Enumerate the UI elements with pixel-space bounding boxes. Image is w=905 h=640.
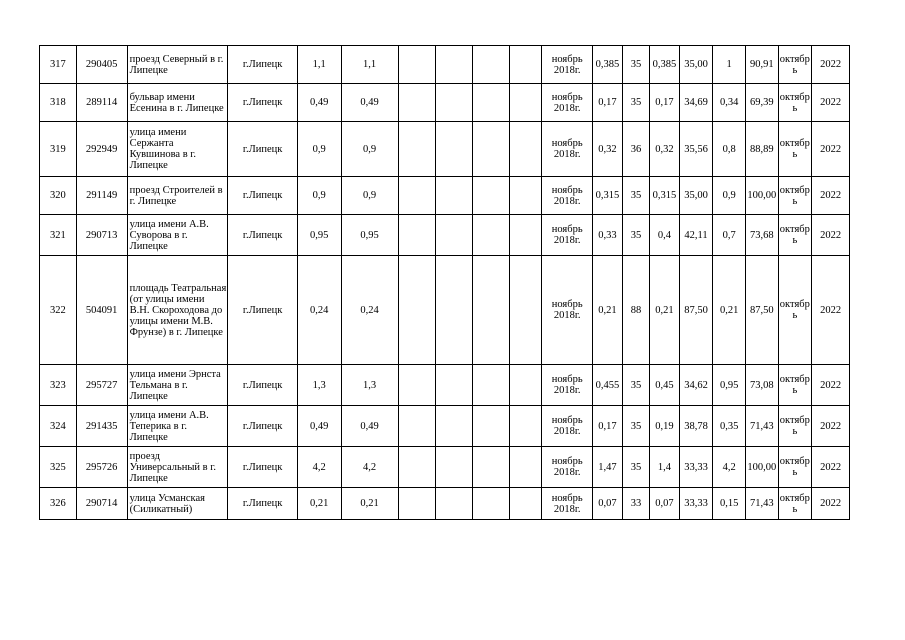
value-c-cell: 0,17	[650, 84, 680, 122]
month-plan-cell: октябрь	[778, 256, 812, 365]
length-total-cell: 0,24	[297, 256, 341, 365]
empty-cell-cell	[472, 122, 509, 177]
empty-cell-cell	[436, 256, 473, 365]
empty-cell-cell	[472, 215, 509, 256]
survey-date-cell: ноябрь 2018г.	[542, 406, 593, 447]
value-a-cell: 0,315	[593, 177, 623, 215]
object-id-cell: 504091	[76, 256, 127, 365]
survey-date-cell: ноябрь 2018г.	[542, 447, 593, 488]
empty-cell-cell	[398, 406, 436, 447]
empty-cell-cell	[472, 84, 509, 122]
percent-f-cell: 100,00	[745, 447, 778, 488]
length-total-cell: 1,1	[297, 46, 341, 84]
row-number-cell: 318	[40, 84, 77, 122]
object-id-cell: 290713	[76, 215, 127, 256]
length-total-cell: 1,3	[297, 365, 341, 406]
year-plan-cell: 2022	[812, 177, 850, 215]
value-c-cell: 0,45	[650, 365, 680, 406]
month-plan-cell: октябрь	[778, 447, 812, 488]
length-total-cell: 0,49	[297, 84, 341, 122]
value-e-cell: 4,2	[713, 447, 746, 488]
row-number-cell: 317	[40, 46, 77, 84]
object-id-cell: 289114	[76, 84, 127, 122]
empty-cell-cell	[472, 365, 509, 406]
percent-d-cell: 33,33	[679, 488, 713, 520]
percent-f-cell: 71,43	[745, 488, 778, 520]
value-b-cell: 36	[622, 122, 650, 177]
value-e-cell: 0,35	[713, 406, 746, 447]
percent-f-cell: 88,89	[745, 122, 778, 177]
road-name-cell: площадь Театральная (от улицы имени В.Н. Скороходова до улицы имени М.В. Фрунзе) в г. Липецке	[127, 256, 228, 365]
table-row	[40, 447, 850, 488]
empty-cell-cell	[436, 84, 473, 122]
empty-cell-cell	[398, 122, 436, 177]
percent-d-cell: 34,69	[679, 84, 713, 122]
empty-cell-cell	[398, 177, 436, 215]
city-cell: г.Липецк	[228, 488, 297, 520]
value-c-cell: 0,21	[650, 256, 680, 365]
value-c-cell: 0,315	[650, 177, 680, 215]
row-number-cell: 321	[40, 215, 77, 256]
table-row	[40, 406, 850, 447]
empty-cell-cell	[436, 447, 473, 488]
table-row	[40, 122, 850, 177]
value-b-cell: 35	[622, 215, 650, 256]
road-name-cell: улица имени А.В. Суворова в г. Липецке	[127, 215, 228, 256]
object-id-cell: 295727	[76, 365, 127, 406]
empty-cell-cell	[436, 365, 473, 406]
value-e-cell: 0,15	[713, 488, 746, 520]
row-number-cell: 320	[40, 177, 77, 215]
year-plan-cell: 2022	[812, 215, 850, 256]
table-row	[40, 256, 850, 365]
length-repair-cell: 0,24	[341, 256, 398, 365]
month-plan-cell: октябрь	[778, 46, 812, 84]
empty-cell-cell	[436, 488, 473, 520]
empty-cell-cell	[509, 46, 542, 84]
road-name-cell: проезд Северный в г. Липецке	[127, 46, 228, 84]
row-number-cell: 323	[40, 365, 77, 406]
empty-cell-cell	[472, 406, 509, 447]
empty-cell-cell	[509, 447, 542, 488]
value-c-cell: 0,32	[650, 122, 680, 177]
empty-cell-cell	[472, 256, 509, 365]
value-a-cell: 0,17	[593, 406, 623, 447]
object-id-cell: 291149	[76, 177, 127, 215]
road-name-cell: проезд Универсальный в г. Липецке	[127, 447, 228, 488]
percent-f-cell: 71,43	[745, 406, 778, 447]
month-plan-cell: октябрь	[778, 84, 812, 122]
month-plan-cell: октябрь	[778, 215, 812, 256]
value-b-cell: 35	[622, 406, 650, 447]
value-c-cell: 0,19	[650, 406, 680, 447]
empty-cell-cell	[509, 488, 542, 520]
table-row	[40, 84, 850, 122]
value-b-cell: 35	[622, 447, 650, 488]
empty-cell-cell	[398, 84, 436, 122]
survey-date-cell: ноябрь 2018г.	[542, 84, 593, 122]
value-e-cell: 0,34	[713, 84, 746, 122]
survey-date-cell: ноябрь 2018г.	[542, 122, 593, 177]
city-cell: г.Липецк	[228, 447, 297, 488]
city-cell: г.Липецк	[228, 84, 297, 122]
empty-cell-cell	[509, 177, 542, 215]
year-plan-cell: 2022	[812, 256, 850, 365]
value-b-cell: 35	[622, 365, 650, 406]
length-total-cell: 0,9	[297, 177, 341, 215]
empty-cell-cell	[398, 46, 436, 84]
value-b-cell: 35	[622, 84, 650, 122]
register-table	[39, 45, 850, 520]
empty-cell-cell	[398, 488, 436, 520]
survey-date-cell: ноябрь 2018г.	[542, 177, 593, 215]
value-c-cell: 0,4	[650, 215, 680, 256]
city-cell: г.Липецк	[228, 215, 297, 256]
table-row	[40, 365, 850, 406]
percent-d-cell: 35,56	[679, 122, 713, 177]
empty-cell-cell	[509, 365, 542, 406]
road-name-cell: проезд Строителей в г. Липецке	[127, 177, 228, 215]
value-a-cell: 0,17	[593, 84, 623, 122]
length-repair-cell: 1,3	[341, 365, 398, 406]
percent-d-cell: 38,78	[679, 406, 713, 447]
percent-f-cell: 100,00	[745, 177, 778, 215]
table-row	[40, 488, 850, 520]
value-a-cell: 0,385	[593, 46, 623, 84]
length-total-cell: 0,21	[297, 488, 341, 520]
value-e-cell: 0,8	[713, 122, 746, 177]
value-a-cell: 1,47	[593, 447, 623, 488]
survey-date-cell: ноябрь 2018г.	[542, 488, 593, 520]
month-plan-cell: октябрь	[778, 177, 812, 215]
object-id-cell: 291435	[76, 406, 127, 447]
empty-cell-cell	[398, 256, 436, 365]
table-row	[40, 177, 850, 215]
length-repair-cell: 0,9	[341, 177, 398, 215]
percent-f-cell: 69,39	[745, 84, 778, 122]
table-row	[40, 215, 850, 256]
value-b-cell: 35	[622, 46, 650, 84]
value-c-cell: 1,4	[650, 447, 680, 488]
length-repair-cell: 4,2	[341, 447, 398, 488]
empty-cell-cell	[436, 122, 473, 177]
survey-date-cell: ноябрь 2018г.	[542, 215, 593, 256]
city-cell: г.Липецк	[228, 256, 297, 365]
length-repair-cell: 0,9	[341, 122, 398, 177]
percent-d-cell: 35,00	[679, 46, 713, 84]
percent-d-cell: 87,50	[679, 256, 713, 365]
percent-f-cell: 87,50	[745, 256, 778, 365]
empty-cell-cell	[472, 447, 509, 488]
percent-f-cell: 90,91	[745, 46, 778, 84]
empty-cell-cell	[509, 256, 542, 365]
city-cell: г.Липецк	[228, 46, 297, 84]
object-id-cell: 290714	[76, 488, 127, 520]
empty-cell-cell	[398, 447, 436, 488]
month-plan-cell: октябрь	[778, 406, 812, 447]
value-a-cell: 0,33	[593, 215, 623, 256]
object-id-cell: 290405	[76, 46, 127, 84]
empty-cell-cell	[436, 406, 473, 447]
row-number-cell: 322	[40, 256, 77, 365]
empty-cell-cell	[436, 46, 473, 84]
length-repair-cell: 0,95	[341, 215, 398, 256]
survey-date-cell: ноябрь 2018г.	[542, 46, 593, 84]
road-name-cell: улица имени А.В. Теперика в г. Липецке	[127, 406, 228, 447]
road-name-cell: улица имени Эрнста Тельмана в г. Липецке	[127, 365, 228, 406]
row-number-cell: 326	[40, 488, 77, 520]
value-e-cell: 1	[713, 46, 746, 84]
object-id-cell: 295726	[76, 447, 127, 488]
survey-date-cell: ноябрь 2018г.	[542, 256, 593, 365]
city-cell: г.Липецк	[228, 177, 297, 215]
table-row	[40, 46, 850, 84]
year-plan-cell: 2022	[812, 46, 850, 84]
length-total-cell: 0,9	[297, 122, 341, 177]
percent-d-cell: 34,62	[679, 365, 713, 406]
month-plan-cell: октябрь	[778, 488, 812, 520]
empty-cell-cell	[472, 46, 509, 84]
value-e-cell: 0,95	[713, 365, 746, 406]
row-number-cell: 324	[40, 406, 77, 447]
table-body	[40, 46, 850, 520]
percent-f-cell: 73,08	[745, 365, 778, 406]
empty-cell-cell	[509, 84, 542, 122]
percent-d-cell: 33,33	[679, 447, 713, 488]
year-plan-cell: 2022	[812, 406, 850, 447]
value-a-cell: 0,07	[593, 488, 623, 520]
length-total-cell: 0,49	[297, 406, 341, 447]
empty-cell-cell	[398, 215, 436, 256]
length-repair-cell: 0,49	[341, 406, 398, 447]
survey-date-cell: ноябрь 2018г.	[542, 365, 593, 406]
value-a-cell: 0,455	[593, 365, 623, 406]
value-c-cell: 0,07	[650, 488, 680, 520]
road-name-cell: улица Усманская (Силикатный)	[127, 488, 228, 520]
length-total-cell: 4,2	[297, 447, 341, 488]
road-name-cell: бульвар имени Есенина в г. Липецке	[127, 84, 228, 122]
value-a-cell: 0,21	[593, 256, 623, 365]
percent-d-cell: 35,00	[679, 177, 713, 215]
month-plan-cell: октябрь	[778, 122, 812, 177]
value-e-cell: 0,21	[713, 256, 746, 365]
percent-d-cell: 42,11	[679, 215, 713, 256]
year-plan-cell: 2022	[812, 84, 850, 122]
empty-cell-cell	[472, 488, 509, 520]
year-plan-cell: 2022	[812, 365, 850, 406]
empty-cell-cell	[509, 122, 542, 177]
object-id-cell: 292949	[76, 122, 127, 177]
row-number-cell: 319	[40, 122, 77, 177]
percent-f-cell: 73,68	[745, 215, 778, 256]
empty-cell-cell	[398, 365, 436, 406]
value-c-cell: 0,385	[650, 46, 680, 84]
month-plan-cell: октябрь	[778, 365, 812, 406]
length-repair-cell: 0,49	[341, 84, 398, 122]
row-number-cell: 325	[40, 447, 77, 488]
city-cell: г.Липецк	[228, 365, 297, 406]
value-e-cell: 0,7	[713, 215, 746, 256]
value-e-cell: 0,9	[713, 177, 746, 215]
empty-cell-cell	[436, 215, 473, 256]
length-repair-cell: 0,21	[341, 488, 398, 520]
empty-cell-cell	[436, 177, 473, 215]
year-plan-cell: 2022	[812, 447, 850, 488]
empty-cell-cell	[509, 215, 542, 256]
value-a-cell: 0,32	[593, 122, 623, 177]
empty-cell-cell	[509, 406, 542, 447]
value-b-cell: 88	[622, 256, 650, 365]
value-b-cell: 35	[622, 177, 650, 215]
year-plan-cell: 2022	[812, 488, 850, 520]
value-b-cell: 33	[622, 488, 650, 520]
year-plan-cell: 2022	[812, 122, 850, 177]
length-repair-cell: 1,1	[341, 46, 398, 84]
road-name-cell: улица имени Сержанта Кувшинова в г. Липецке	[127, 122, 228, 177]
length-total-cell: 0,95	[297, 215, 341, 256]
city-cell: г.Липецк	[228, 406, 297, 447]
city-cell: г.Липецк	[228, 122, 297, 177]
empty-cell-cell	[472, 177, 509, 215]
